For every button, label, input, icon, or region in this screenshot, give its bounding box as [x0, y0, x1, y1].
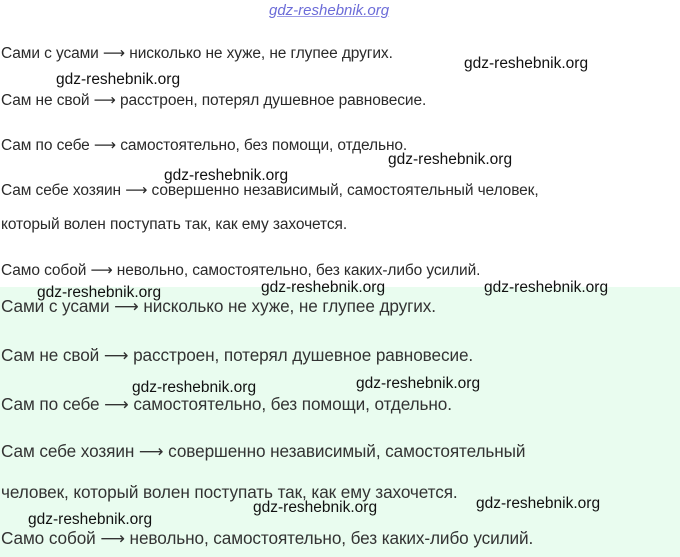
site-header-watermark[interactable]: gdz-reshebnik.org	[269, 2, 390, 19]
watermark-text: gdz-reshebnik.org	[164, 167, 289, 184]
idiom-line: Само собой ⟶ невольно, самостоятельно, без каких-либо усилий.	[1, 262, 481, 279]
watermark-text: gdz-reshebnik.org	[356, 375, 481, 392]
idiom-line: который волен поступать так, как ему захочется.	[1, 216, 348, 233]
idiom-line: Сам по себе ⟶ самостоятельно, без помощи, отдельно.	[1, 137, 408, 154]
watermark-text: gdz-reshebnik.org	[132, 379, 257, 396]
idiom-line: Сами с усами ⟶ нисколько не хуже, не глупее других.	[1, 296, 436, 316]
watermark-text: gdz-reshebnik.org	[388, 151, 513, 168]
watermark-text: gdz-reshebnik.org	[253, 499, 378, 516]
idiom-line: Сам себе хозяин ⟶ совершенно независимый, самостоятельный человек,	[1, 182, 539, 199]
watermark-text: gdz-reshebnik.org	[56, 71, 181, 88]
watermark-text: gdz-reshebnik.org	[28, 511, 153, 528]
idiom-line: Сами с усами ⟶ нисколько не хуже, не глупее других.	[1, 45, 393, 62]
idiom-line: Само собой ⟶ невольно, самостоятельно, без каких-либо усилий.	[1, 528, 534, 548]
idiom-line: Сам себе хозяин ⟶ совершенно независимый, самостоятельный	[1, 441, 526, 461]
watermark-text: gdz-reshebnik.org	[37, 284, 162, 301]
idiom-line: Сам не свой ⟶ расстроен, потерял душевное равновесие.	[1, 92, 427, 109]
watermark-text: gdz-reshebnik.org	[261, 279, 386, 296]
watermark-text: gdz-reshebnik.org	[476, 495, 601, 512]
idiom-line: Сам по себе ⟶ самостоятельно, без помощи, отдельно.	[1, 394, 452, 414]
watermark-text: gdz-reshebnik.org	[484, 279, 609, 296]
watermark-text: gdz-reshebnik.org	[464, 55, 589, 72]
idiom-line: Сам не свой ⟶ расстроен, потерял душевное равновесие.	[1, 345, 474, 365]
idiom-line: человек, который волен поступать так, как ему захочется.	[1, 482, 458, 502]
